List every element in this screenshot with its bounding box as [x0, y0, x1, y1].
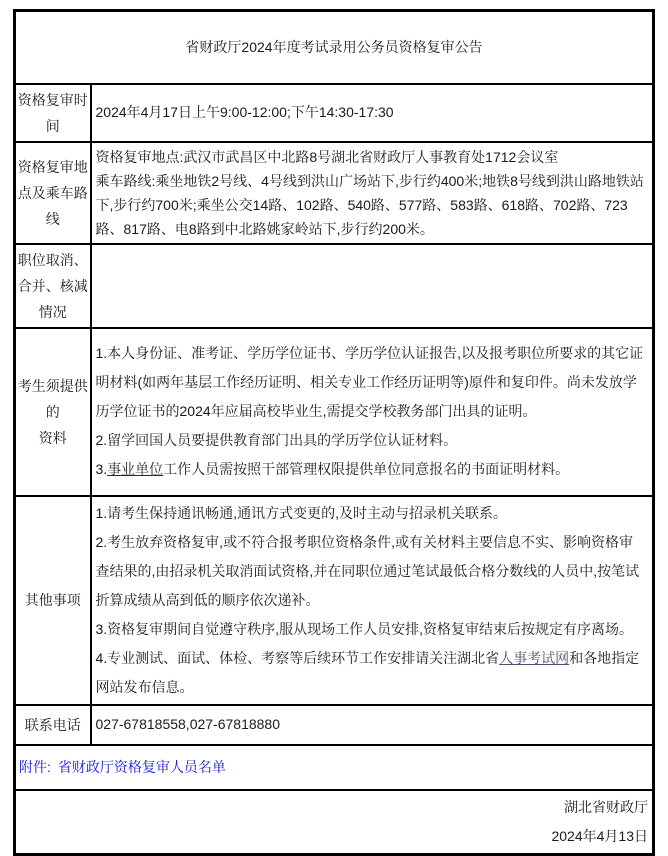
- other-item-prefix: 4.专业测试、面试、体检、考察等后续环节工作安排请关注湖北省: [95, 649, 500, 666]
- row-label-phone: [15, 705, 91, 745]
- other-item: 3.资格复审期间自觉遵守秩序,服从现场工作人员安排,资格复审结束后按规定有序离场。: [95, 620, 633, 637]
- materials-item: [96, 455, 647, 484]
- label-line: 资格复审时: [17, 91, 88, 108]
- cancellation-value: [91, 244, 654, 328]
- signature-date: 2024年4月13日: [551, 827, 648, 844]
- other-item: 1.请考生保持通讯畅通,通讯方式变更的,及时主动与招录机关联系。: [95, 504, 507, 521]
- row-label-cancellation: [15, 244, 91, 328]
- label-line: 合并、核减: [17, 277, 88, 294]
- other-item: 2.考生放弃资格复审,或不符合报考职位资格条件,或有关材料主要信息不实、影响资格审查结果的,由招录机关取消面试资格,并在同职位通过笔试最低合格分数线的人员中,按笔试折算成绩从高到低的顺序依次递补。: [95, 533, 640, 608]
- review-time-value: 2024年4月17日上午9:00-12:00;下午14:30-17:30: [91, 84, 654, 142]
- label-line: 的: [45, 403, 60, 420]
- attachment-row: [15, 745, 654, 790]
- row-label-materials: [15, 328, 91, 496]
- attachment-link[interactable]: 省财政厅资格复审人员名单: [57, 758, 226, 775]
- label-line: 点及乘车路: [17, 184, 88, 201]
- location-address: 资格复审地点:武汉市武昌区中北路8号湖北省财政厅人事教育处1712会议室: [95, 148, 559, 165]
- location-transit: 乘车路线:乘坐地铁2号线、4号线到洪山广场站下,步行约400米;地铁8号线到洪山路地铁站下,步行约700米;乘坐公交14路、102路、540路、577路、583路、618路、702路、723路、817路、电8路到中北路姚家岭站下,步行约200米。: [95, 172, 644, 237]
- materials-item-prefix: 3.: [95, 461, 108, 477]
- announcement-table: [13, 9, 655, 856]
- label-line: 线: [45, 210, 60, 227]
- public-institution-emphasis: 事业单位: [107, 461, 164, 477]
- other-item: [96, 644, 647, 702]
- location-value: [91, 142, 654, 244]
- label-line: 联系电话: [24, 716, 81, 733]
- signature-block: [15, 790, 654, 855]
- signature-org: 湖北省财政厅: [564, 798, 648, 815]
- other-value: [91, 496, 654, 705]
- attachment-prefix: 附件:: [19, 758, 51, 775]
- materials-item-suffix: 工作人员需按照干部管理权限提供单位同意报名的书面证明材料。: [163, 461, 570, 477]
- label-line: 资格复审地: [17, 158, 88, 175]
- row-label-review-time: [15, 84, 91, 142]
- label-line: 情况: [38, 303, 67, 320]
- exam-website-link[interactable]: 人事考试网: [499, 649, 570, 666]
- label-line: 职位取消、: [17, 251, 88, 268]
- materials-value: [91, 328, 654, 496]
- other-item-suffix: 和各地指定网站发布信息。: [95, 649, 640, 695]
- label-line: 资料: [38, 429, 67, 446]
- label-line: 间: [45, 117, 60, 134]
- phone-value: 027-67818558,027-67818880: [91, 705, 654, 745]
- row-label-other: [15, 496, 91, 705]
- label-line: 考生须提供: [17, 377, 88, 394]
- row-label-location: [15, 142, 91, 244]
- materials-item: 1.本人身份证、准考证、学历学位证书、学历学位认证报告,以及报考职位所要求的其它证明材料(如两年基层工作经历证明、相关专业工作经历证明等)原件和复印件。尚未发放学历学位证书的2024年应届高校毕业生,需提交学校教务部门出具的证明。: [95, 345, 644, 419]
- materials-item: 2.留学回国人员要提供教育部门出具的学历学位认证材料。: [95, 432, 458, 448]
- label-line: 其他事项: [24, 592, 81, 608]
- page-title: 省财政厅2024年度考试录用公务员资格复审公告: [15, 11, 654, 84]
